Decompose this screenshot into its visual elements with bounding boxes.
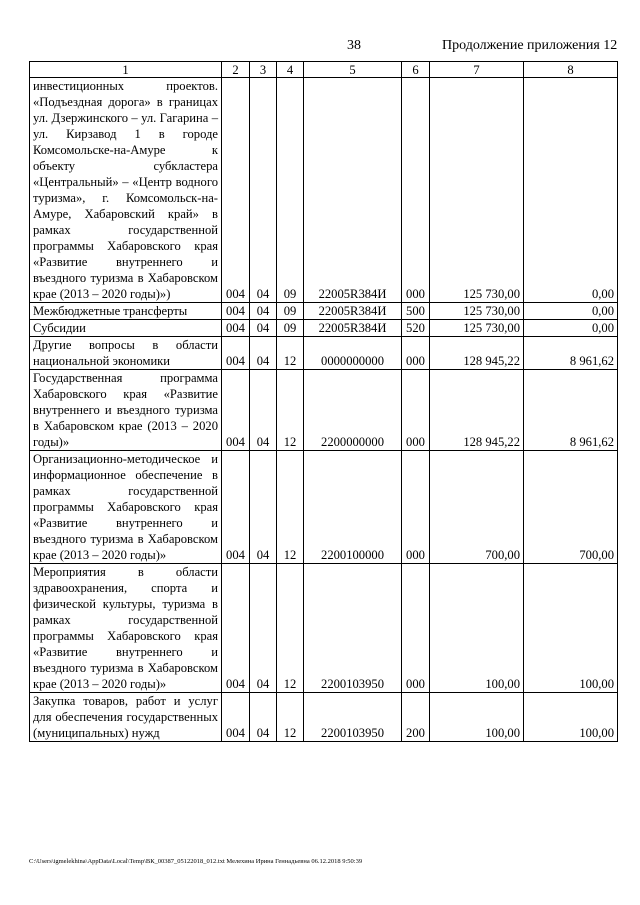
- expense-type: 000: [402, 451, 430, 564]
- table-row: [30, 320, 618, 337]
- row-name: инвестиционных проектов. «Подъездная дорога» в границах ул. Дзержинского – ул. Гагарина – ул. Кирзавод 1 в городе Комсомольске-на-Амуре к объекту субкластера «Центральный» – «Центр водного туризма», г. Комсомольск-на-Амуре, Хабаровский край» в рамках государственной программы Хабаровского края «Развитие внутреннего и въездного туризма в Хабаровском крае (2013 – 2020 годы)»): [30, 78, 222, 303]
- continuation-label: Продолжение приложения 12: [442, 38, 618, 53]
- amount-federal: 700,00: [524, 451, 618, 564]
- expense-type: 200: [402, 693, 430, 742]
- column-header: 6: [402, 62, 430, 78]
- ministry-code: 004: [222, 370, 250, 451]
- row-name: Государственная программа Хабаровского края «Развитие внутреннего и въездного туризма в Хабаровском крае (2013 – 2020 годы)»: [30, 370, 222, 451]
- section-code: 04: [250, 564, 277, 693]
- amount-federal: 100,00: [524, 693, 618, 742]
- section-code: 04: [250, 693, 277, 742]
- target-article: 2200100000: [304, 451, 402, 564]
- expense-type: 000: [402, 564, 430, 693]
- subsection-code: 12: [277, 693, 304, 742]
- column-header: 5: [304, 62, 402, 78]
- column-header: 2: [222, 62, 250, 78]
- table-row: [30, 303, 618, 320]
- table-row: [30, 693, 618, 742]
- amount-federal: 8 961,62: [524, 370, 618, 451]
- subsection-code: 12: [277, 370, 304, 451]
- amount-federal: 0,00: [524, 78, 618, 303]
- target-article: 22005R384И: [304, 303, 402, 320]
- ministry-code: 004: [222, 451, 250, 564]
- row-name: Мероприятия в области здравоохранения, спорта и физической культуры, туризма в рамках государственной программы Хабаровского края «Развитие внутреннего и въездного туризма в Хабаровском крае (2013 – 2020 годы)»: [30, 564, 222, 693]
- subsection-code: 09: [277, 320, 304, 337]
- ministry-code: 004: [222, 693, 250, 742]
- subsection-code: 09: [277, 303, 304, 320]
- expense-type: 000: [402, 337, 430, 370]
- amount-total: 100,00: [430, 693, 524, 742]
- amount-total: 125 730,00: [430, 78, 524, 303]
- amount-total: 128 945,22: [430, 370, 524, 451]
- table-row: [30, 370, 618, 451]
- row-name: Другие вопросы в области национальной экономики: [30, 337, 222, 370]
- subsection-code: 09: [277, 78, 304, 303]
- ministry-code: 004: [222, 320, 250, 337]
- subsection-code: 12: [277, 337, 304, 370]
- row-name: Организационно-методическое и информационное обеспечение в рамках государственной программы Хабаровского края «Развитие внутреннего и въездного туризма в Хабаровском крае (2013 – 2020 годы)»: [30, 451, 222, 564]
- amount-total: 700,00: [430, 451, 524, 564]
- amount-federal: 100,00: [524, 564, 618, 693]
- expense-type: 000: [402, 370, 430, 451]
- page-number: 38: [347, 38, 361, 53]
- amount-federal: 0,00: [524, 320, 618, 337]
- column-header: 3: [250, 62, 277, 78]
- section-code: 04: [250, 320, 277, 337]
- ministry-code: 004: [222, 564, 250, 693]
- subsection-code: 12: [277, 451, 304, 564]
- amount-total: 125 730,00: [430, 320, 524, 337]
- target-article: 2200000000: [304, 370, 402, 451]
- target-article: 22005R384И: [304, 78, 402, 303]
- ministry-code: 004: [222, 78, 250, 303]
- amount-total: 100,00: [430, 564, 524, 693]
- ministry-code: 004: [222, 303, 250, 320]
- amount-total: 128 945,22: [430, 337, 524, 370]
- row-name: Межбюджетные трансферты: [30, 303, 222, 320]
- ministry-code: 004: [222, 337, 250, 370]
- table-row: [30, 78, 618, 303]
- target-article: 2200103950: [304, 564, 402, 693]
- column-header: 4: [277, 62, 304, 78]
- row-name: Субсидии: [30, 320, 222, 337]
- expense-type: 000: [402, 78, 430, 303]
- expense-type: 520: [402, 320, 430, 337]
- column-header: 1: [30, 62, 222, 78]
- table-row: [30, 564, 618, 693]
- file-path-footer: C:\Users\igmelekhina\AppData\Local\Temp\ВК_00387_05122018_012.txt Мелехина Ирина Геннадьевна 06.12.2018 9:50:39: [29, 858, 363, 865]
- column-header-row: [30, 62, 618, 78]
- section-code: 04: [250, 78, 277, 303]
- expense-type: 500: [402, 303, 430, 320]
- table-row: [30, 337, 618, 370]
- amount-federal: 8 961,62: [524, 337, 618, 370]
- subsection-code: 12: [277, 564, 304, 693]
- amount-total: 125 730,00: [430, 303, 524, 320]
- target-article: 0000000000: [304, 337, 402, 370]
- row-name: Закупка товаров, работ и услуг для обеспечения государственных (муниципальных) нужд: [30, 693, 222, 742]
- target-article: 2200103950: [304, 693, 402, 742]
- section-code: 04: [250, 337, 277, 370]
- table-row: [30, 451, 618, 564]
- section-code: 04: [250, 451, 277, 564]
- section-code: 04: [250, 370, 277, 451]
- section-code: 04: [250, 303, 277, 320]
- column-header: 7: [430, 62, 524, 78]
- target-article: 22005R384И: [304, 320, 402, 337]
- amount-federal: 0,00: [524, 303, 618, 320]
- budget-table: [29, 61, 618, 742]
- column-header: 8: [524, 62, 618, 78]
